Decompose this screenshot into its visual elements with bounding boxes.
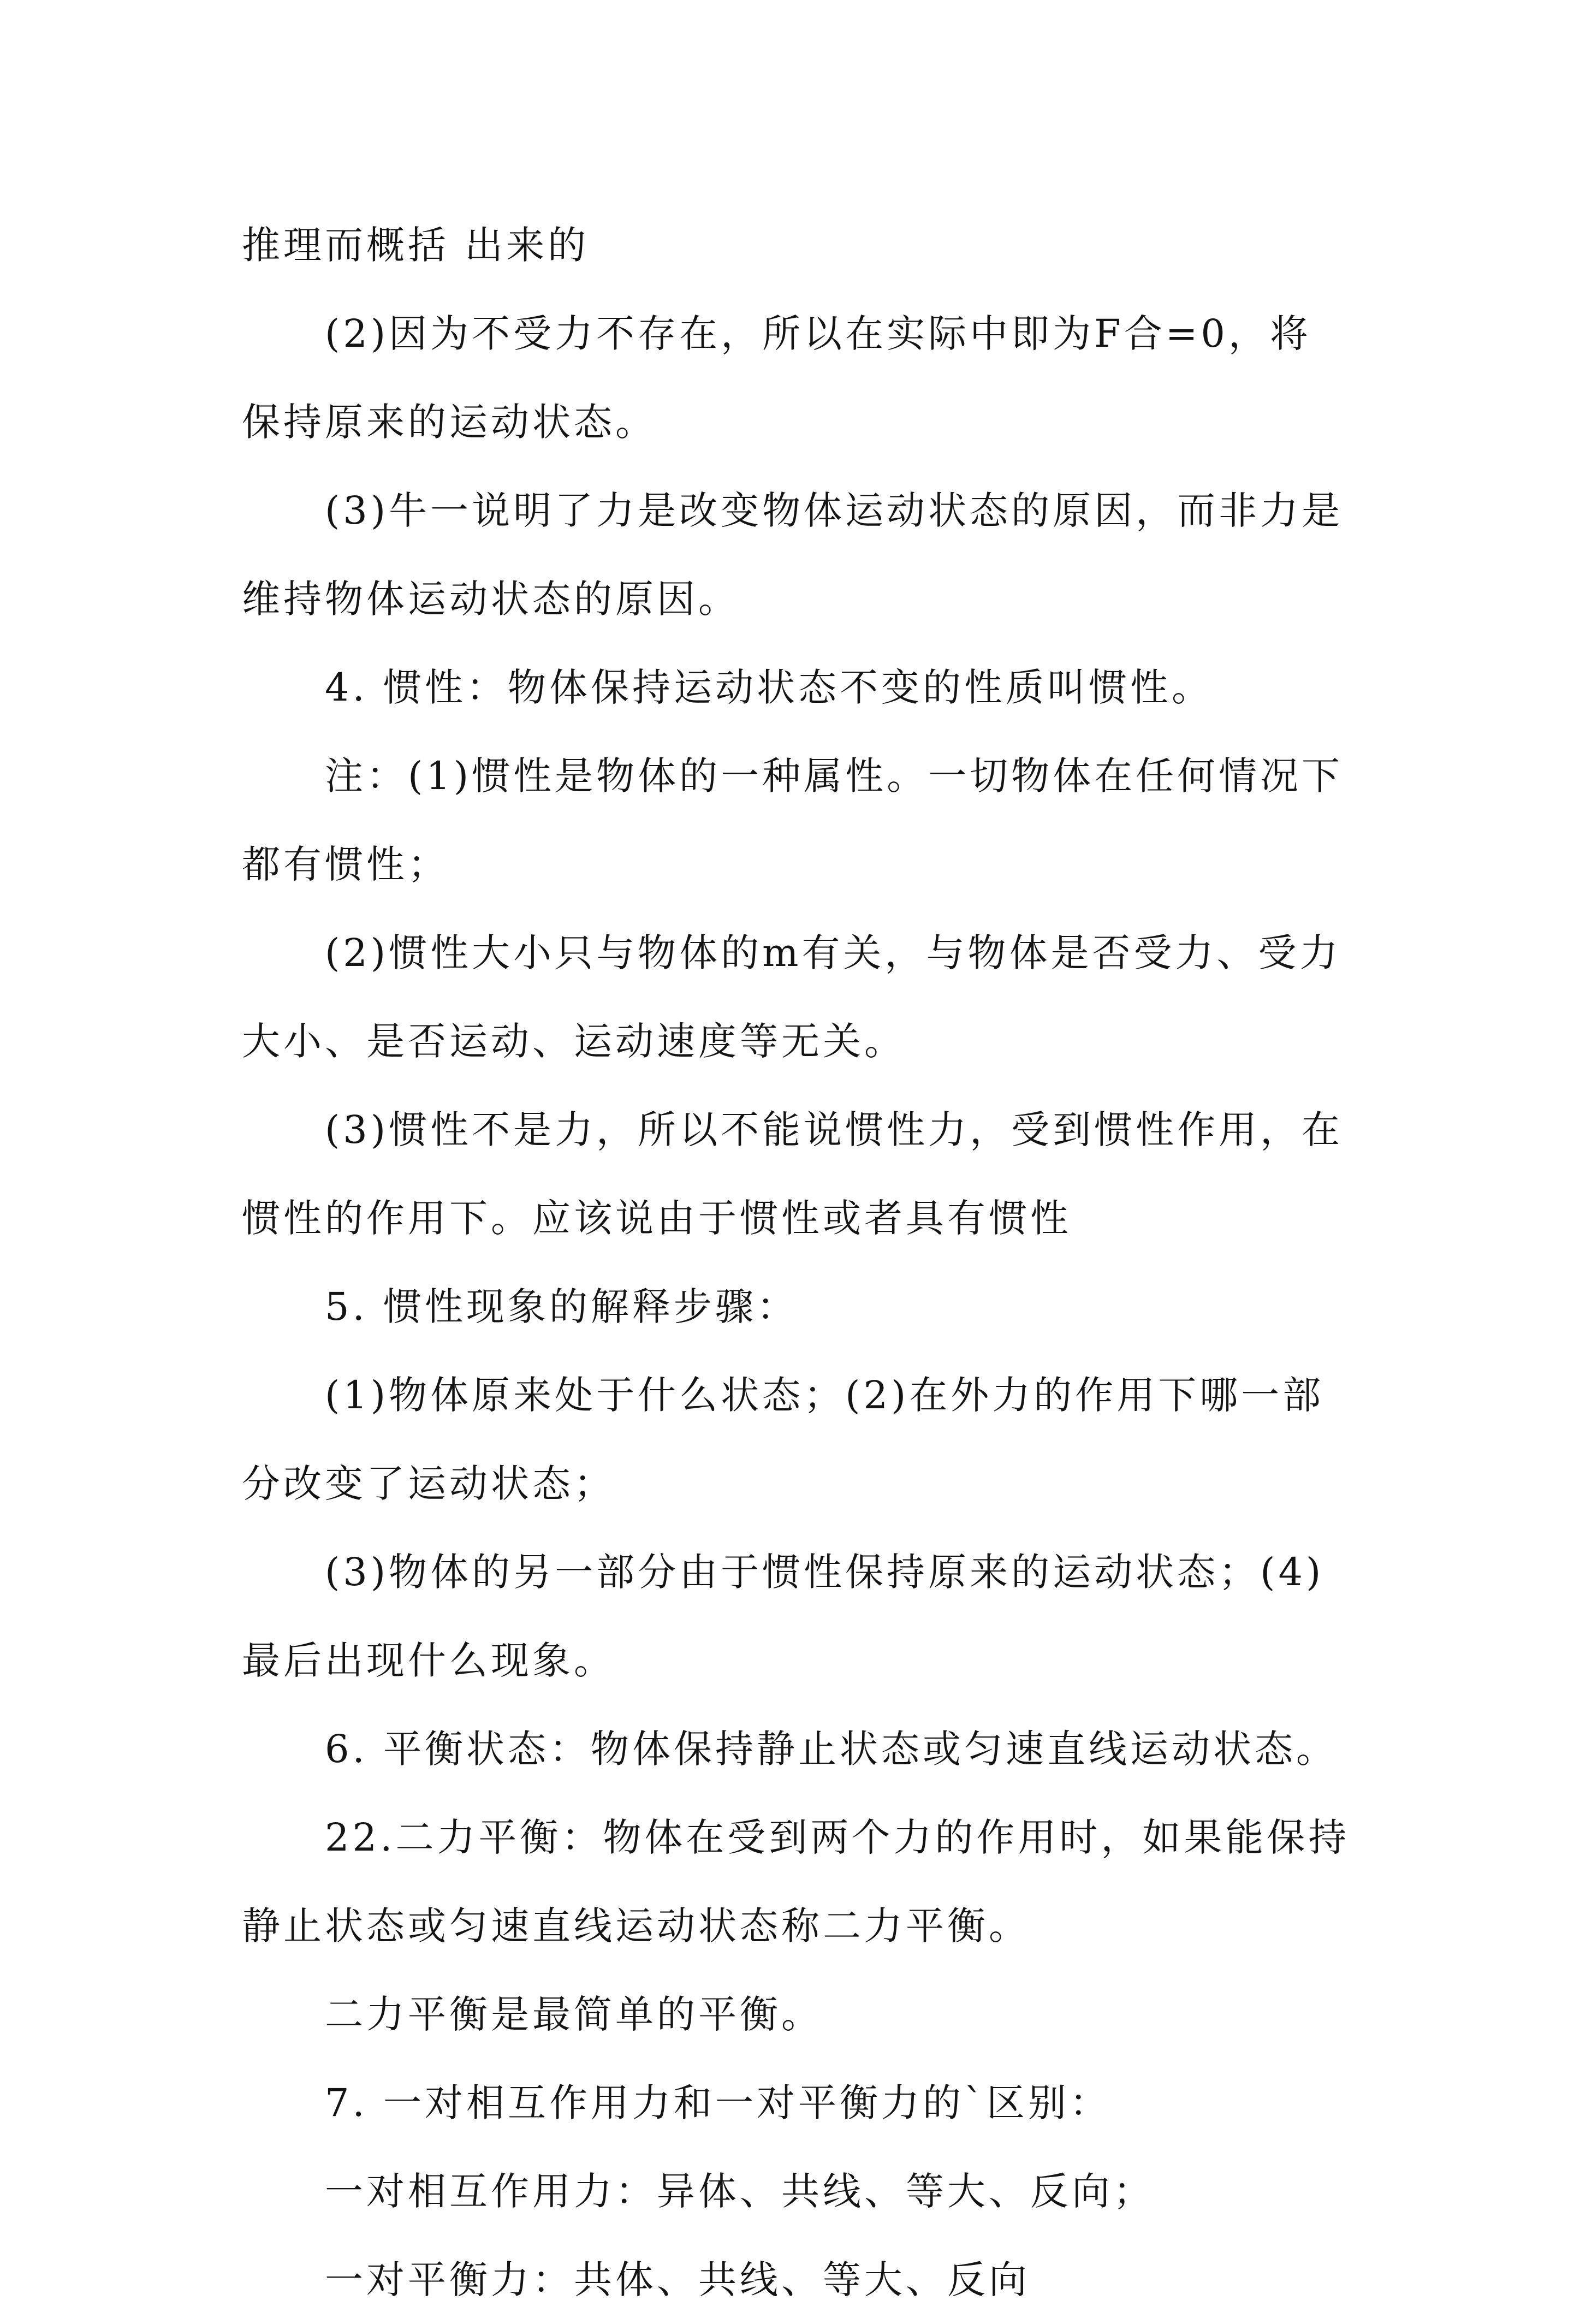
paragraph-9: (1)物体原来处于什么状态；(2)在外力的作用下哪一部分改变了运动状态； [242, 1373, 1324, 1506]
paragraph-13: 二力平衡是最简单的平衡。 [325, 1992, 823, 2037]
paragraph-10: (3)物体的另一部分由于惯性保持原来的运动状态；(4)最后出现什么现象。 [242, 1550, 1324, 1683]
paragraph-8: 5. 惯性现象的解释步骤： [325, 1284, 799, 1329]
paragraph-1: 推理而概括 出来的 [242, 223, 590, 268]
paragraph-4: 4. 惯性：物体保持运动状态不变的性质叫惯性。 [325, 665, 1214, 710]
paragraph-16: 一对平衡力：共体、共线、等大、反向 [325, 2257, 1030, 2302]
paragraph-14: 7. 一对相互作用力和一对平衡力的`区别： [325, 2080, 1112, 2125]
paragraph-11: 6. 平衡状态：物体保持静止状态或匀速直线运动状态。 [325, 1727, 1338, 1771]
document-body [242, 201, 1350, 2324]
paragraph-3: (3)牛一说明了力是改变物体运动状态的原因，而非力是维持物体运动状态的原因。 [242, 488, 1344, 621]
paragraph-6: (2)惯性大小只与物体的m有关，与物体是否受力、受力大小、是否运动、运动速度等无关。 [242, 930, 1341, 1064]
paragraph-12: 22.二力平衡：物体在受到两个力的作用时，如果能保持静止状态或匀速直线运动状态称二力平衡。 [242, 1815, 1350, 1948]
paragraph-5: 注：(1)惯性是物体的一种属性。一切物体在任何情况下都有惯性； [242, 754, 1344, 887]
paragraph-15: 一对相互作用力：异体、共线、等大、反向； [325, 2169, 1155, 2214]
paragraph-7: (3)惯性不是力，所以不能说惯性力，受到惯性作用，在惯性的作用下。应该说由于惯性或者具有惯性 [242, 1107, 1344, 1241]
paragraph-2: (2)因为不受力不存在，所以在实际中即为F合=0，将保持原来的运动状态。 [242, 311, 1311, 444]
